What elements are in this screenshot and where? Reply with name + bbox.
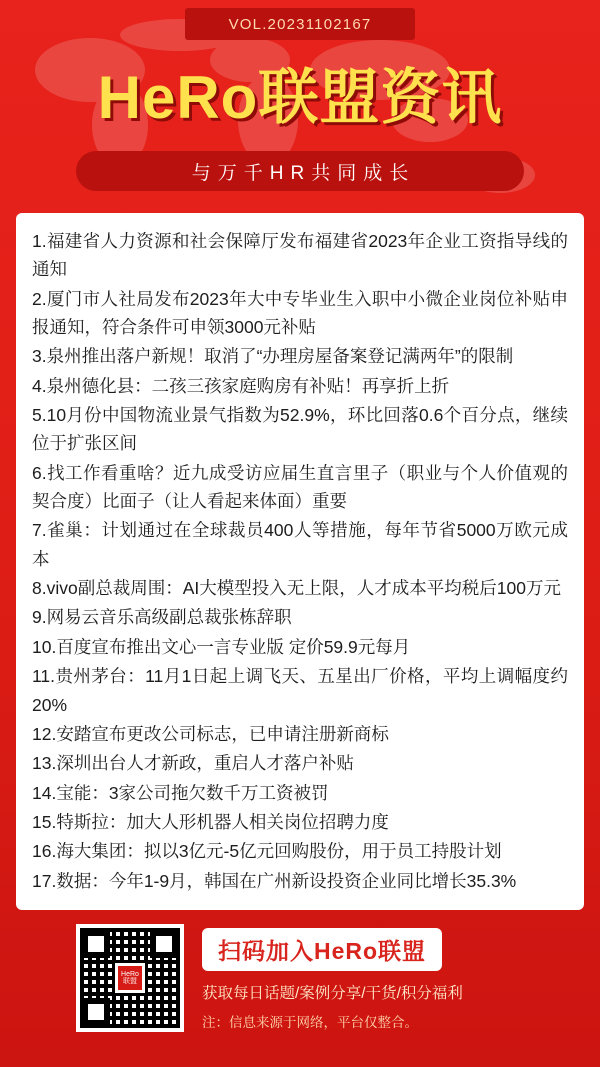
list-item: 8.vivo副总裁周围：AI大模型投入无上限，人才成本平均税后100万元 [32, 578, 561, 599]
join-cta[interactable]: 扫码加入HeRo联盟 [202, 928, 442, 971]
qr-finder-top-right [150, 930, 178, 958]
footer-text-block [202, 924, 463, 1031]
qr-code[interactable] [76, 924, 184, 1032]
qr-pattern [80, 928, 180, 1028]
list-item: 14.宝能：3家公司拖欠数千万工资被罚 [32, 782, 329, 803]
title-block [0, 66, 600, 129]
footer [16, 924, 584, 1032]
list-item: 15.特斯拉：加大人形机器人相关岗位招聘力度 [32, 811, 389, 832]
list-item: 16.海大集团：拟以3亿元-5亿元回购股份，用于员工持股计划 [32, 841, 502, 862]
list-item: 12.安踏宣布更改公司标志，已申请注册新商标 [32, 723, 389, 744]
news-card [16, 213, 584, 910]
list-item: 7.雀巢：计划通过在全球裁员400人等措施，每年节省5000万欧元成本 [32, 520, 568, 569]
list-item: 11.贵州茅台：11月1日起上调飞天、五星出厂价格，平均上调幅度约20% [32, 666, 568, 715]
list-item: 10.百度宣布推出文心一言专业版 定价59.9元每月 [32, 636, 411, 657]
list-item: 1.福建省人力资源和社会保障厅发布福建省2023年企业工资指导线的通知 [32, 231, 568, 280]
list-item: 17.数据：今年1-9月，韩国在广州新设投资企业同比增长35.3% [32, 870, 517, 891]
subtitle-bar [76, 151, 524, 191]
list-item: 6.找工作看重啥？近九成受访应届生直言里子（职业与个人价值观的契合度）比面子（让人看起来体面）重要 [32, 462, 568, 512]
list-item: 3.泉州推出落户新规！取消了“办理房屋备案登记满两年”的限制 [32, 346, 514, 367]
volume-badge [185, 8, 415, 40]
list-item: 5.10月份中国物流业景气指数为52.9%，环比回落0.6个百分点，继续位于扩张区间 [32, 405, 568, 454]
disclaimer-note: 注：信息来源于网络，平台仅整合。 [202, 1014, 418, 1030]
page-title: HeRo联盟资讯 [97, 64, 503, 131]
benefits-text: 获取每日话题/案例分享/干货/积分福利 [202, 984, 463, 1002]
qr-center-logo: HeRo联盟 [115, 963, 145, 993]
list-item: 4.泉州德化县：二孩三孩家庭购房有补贴！再享折上折 [32, 375, 450, 396]
subtitle-text: 与万千HR共同成长 [191, 162, 416, 184]
list-item: 2.厦门市人社局发布2023年大中专毕业生入职中小微企业岗位补贴申报通知，符合条件可申领3000元补贴 [32, 288, 568, 338]
list-item: 9.网易云音乐高级副总裁张栋辞职 [32, 607, 292, 628]
list-item: 13.深圳出台人才新政，重启人才落户补贴 [32, 753, 354, 774]
volume-text: VOL.20231102167 [228, 15, 372, 33]
news-list [32, 227, 568, 895]
qr-finder-top-left [82, 930, 110, 958]
qr-finder-bottom-left [82, 998, 110, 1026]
